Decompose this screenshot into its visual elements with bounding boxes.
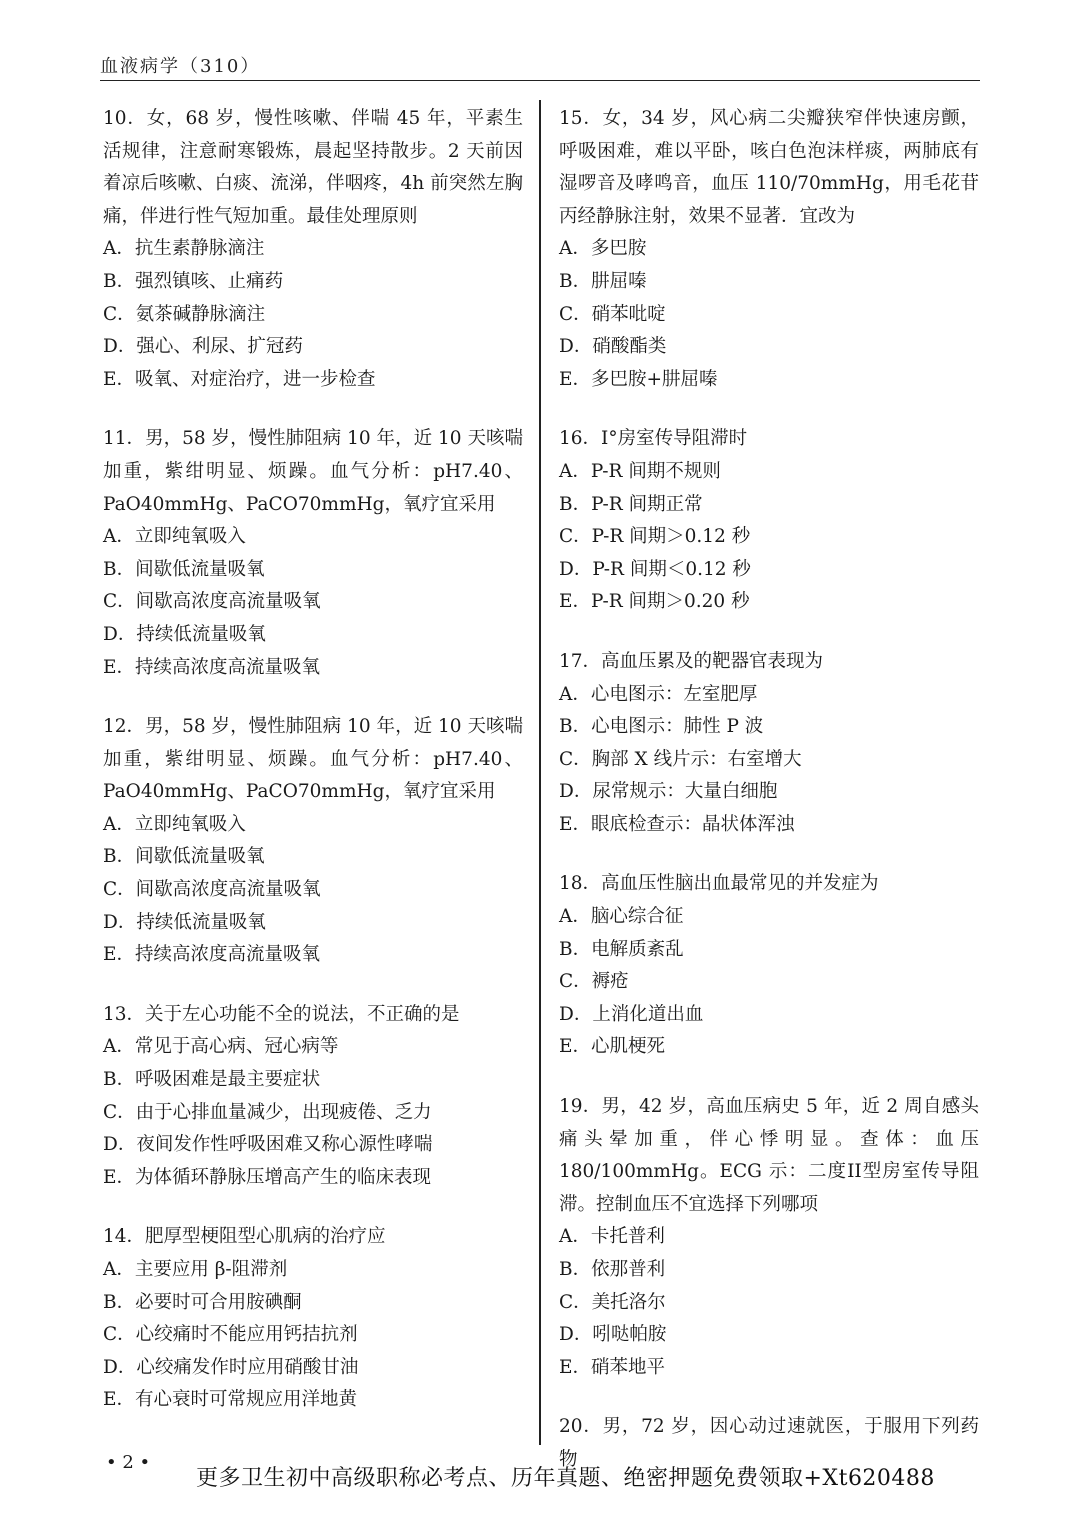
answer-option: D．持续低流量吸氧	[103, 623, 266, 645]
question-block	[103, 103, 523, 396]
left-column	[103, 103, 523, 1444]
question-stem: 20．男，72 岁，因心动过速就医，于服用下列药物	[559, 1416, 979, 1470]
answer-option: D．强心、利尿、扩冠药	[103, 336, 303, 358]
answer-option: A．常见于高心病、冠心病等	[103, 1036, 339, 1058]
answer-option: E．持续高浓度高流量吸氧	[103, 944, 321, 966]
answer-option: C．P-R 间期＞0.12 秒	[559, 526, 751, 548]
question-stem: 15．女，34 岁，风心病二尖瓣狭窄伴快速房颤，呼吸困难，难以平卧，咳白色泡沫样痰，两肺底有湿啰音及哮鸣音，血压 110/70mmHg，用毛花苷丙经静脉注射，效果不显著．宜改为	[559, 108, 979, 227]
question-stem: 14．肥厚型梗阻型心肌病的治疗应	[103, 1226, 386, 1248]
answer-option: E．硝苯地平	[559, 1356, 666, 1378]
answer-option: B．P-R 间期正常	[559, 493, 703, 515]
question-stem: 11．男，58 岁，慢性肺阻病 10 年，近 10 天咳喘加重，紫绀明显、烦躁。血气分析：pH7.40、PaO40mmHg、PaCO70mmHg，氧疗宜采用	[103, 428, 523, 515]
answer-option: A．心电图示：左室肥厚	[559, 683, 758, 705]
answer-option: E．眼底检查示：晶状体浑浊	[559, 813, 795, 835]
answer-option: B．强烈镇咳、止痛药	[103, 270, 284, 292]
answer-option: C．心绞痛时不能应用钙拮抗剂	[103, 1324, 358, 1346]
answer-option: B．间歇低流量吸氧	[103, 846, 265, 868]
question-block	[559, 868, 979, 1064]
answer-option: C．美托洛尔	[559, 1291, 666, 1313]
answer-option: D．尿常规示：大量白细胞	[559, 781, 778, 803]
answer-option: D．吲哒帕胺	[559, 1324, 667, 1346]
question-stem: 19．男，42 岁，高血压病史 5 年，近 2 周自感头痛头晕加重，伴心悸明显。查体：血压 180/100mmHg。ECG 示：二度II型房室传导阻滞。控制血压不宜选择下列哪项	[559, 1096, 979, 1215]
answer-option: D．持续低流量吸氧	[103, 911, 266, 933]
header-rule	[100, 80, 980, 81]
answer-option: D．心绞痛发作时应用硝酸甘油	[103, 1356, 359, 1378]
answer-option: B．呼吸困难是最主要症状	[103, 1069, 321, 1091]
answer-option: E．吸氧、对症治疗，进一步检查	[103, 368, 376, 390]
answer-option: C．胸部 X 线片示：右室增大	[559, 748, 802, 770]
answer-option: A．立即纯氧吸入	[103, 526, 246, 548]
answer-option: E．为体循环静脉压增高产生的临床表现	[103, 1166, 432, 1188]
question-block	[559, 1091, 979, 1384]
question-stem: 13．关于左心功能不全的说法，不正确的是	[103, 1003, 460, 1025]
question-block	[103, 1221, 523, 1417]
answer-option: C．硝苯吡啶	[559, 303, 666, 325]
answer-option: D．夜间发作性呼吸困难又称心源性哮喘	[103, 1134, 433, 1156]
answer-option: B．依那普利	[559, 1259, 666, 1280]
answer-option: A．抗生素静脉滴注	[103, 238, 265, 260]
answer-option: C．间歇高浓度高流量吸氧	[103, 879, 321, 901]
answer-option: E．心肌梗死	[559, 1036, 666, 1058]
question-block	[559, 103, 979, 396]
answer-option: E．持续高浓度高流量吸氧	[103, 656, 321, 678]
answer-option: A．多巴胺	[559, 238, 647, 260]
answer-option: A．主要应用 β-阻滞剂	[103, 1259, 288, 1280]
question-stem: 10．女，68 岁，慢性咳嗽、伴喘 45 年，平素生活规律，注意耐寒锻炼，晨起坚持散步。2 天前因着凉后咳嗽、白痰、流涕，伴咽疼，4h 前突然左胸痛，伴进行性气短加重。最佳处理原则	[103, 108, 523, 227]
answer-option: B．心电图示：肺性 P 波	[559, 716, 764, 738]
answer-option: D．上消化道出血	[559, 1003, 704, 1025]
right-column	[559, 103, 979, 1504]
footer-promo-text: 更多卫生初中高级职称必考点、历年真题、绝密押题免费领取+Xt620488	[196, 1466, 935, 1491]
question-stem: 12．男，58 岁，慢性肺阻病 10 年，近 10 天咳喘加重，紫绀明显、烦躁。血气分析：pH7.40、PaO40mmHg、PaCO70mmHg，氧疗宜采用	[103, 716, 523, 803]
answer-option: D．硝酸酯类	[559, 336, 667, 358]
question-block	[103, 999, 523, 1195]
answer-option: B．肼屈嗪	[559, 270, 647, 292]
answer-option: D．P-R 间期＜0.12 秒	[559, 558, 751, 580]
question-block	[103, 711, 523, 972]
answer-option: E．有心衰时可常规应用洋地黄	[103, 1389, 358, 1411]
answer-option: C．由于心排血量减少，出现疲倦、乏力	[103, 1101, 432, 1123]
question-stem: 18．高血压性脑出血最常见的并发症为	[559, 873, 879, 895]
running-header: 血液病学（310）	[100, 56, 261, 77]
answer-option: C．氨茶碱静脉滴注	[103, 303, 266, 325]
answer-option: E．多巴胺+肼屈嗪	[559, 368, 718, 390]
page-number: • 2 •	[106, 1452, 151, 1473]
answer-option: E．P-R 间期＞0.20 秒	[559, 591, 750, 613]
answer-option: C．褥疮	[559, 971, 629, 993]
question-block	[559, 423, 979, 619]
answer-option: A．P-R 间期不规则	[559, 460, 721, 482]
answer-option: B．必要时可合用胺碘酮	[103, 1291, 302, 1313]
answer-option: C．间歇高浓度高流量吸氧	[103, 591, 321, 613]
answer-option: A．立即纯氧吸入	[103, 813, 246, 835]
answer-option: A．卡托普利	[559, 1226, 665, 1248]
answer-option: B．电解质紊乱	[559, 938, 684, 960]
answer-option: B．间歇低流量吸氧	[103, 558, 265, 580]
question-stem: 16．I°房室传导阻滞时	[559, 428, 748, 450]
question-stem: 17．高血压累及的靶器官表现为	[559, 650, 824, 672]
column-divider	[539, 100, 541, 1445]
question-block	[103, 423, 523, 684]
answer-option: A．脑心综合征	[559, 906, 684, 928]
question-block	[559, 646, 979, 842]
